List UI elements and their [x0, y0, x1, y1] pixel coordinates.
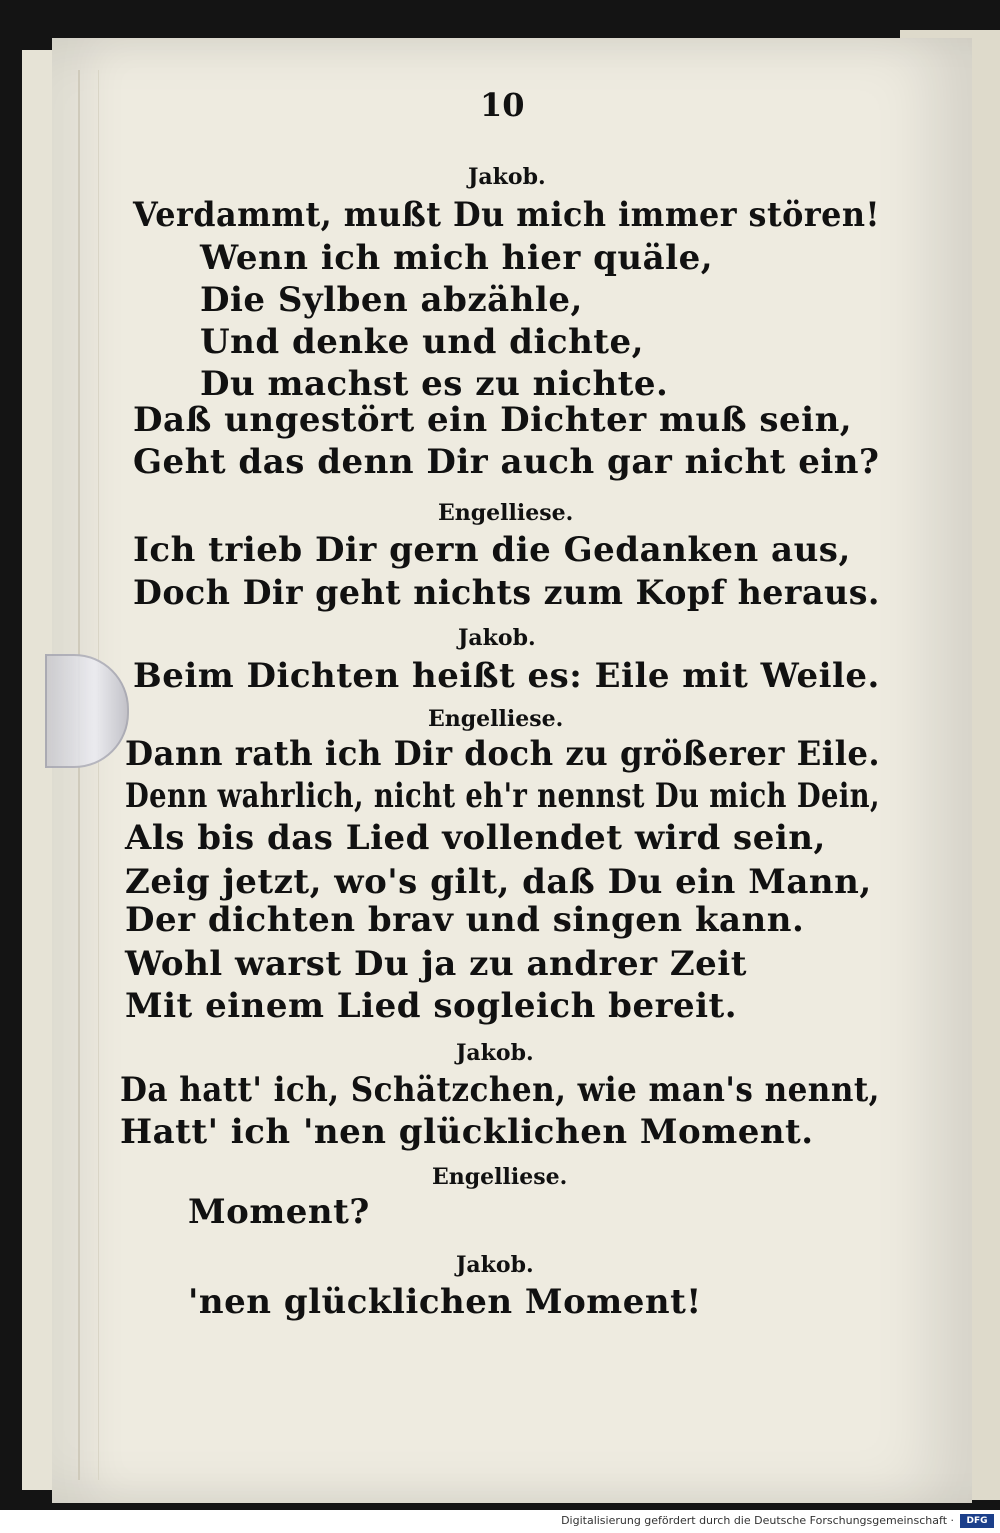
- speaker-label: Jakob.: [468, 164, 546, 190]
- verse-line: Wenn ich mich hier quäle,: [200, 238, 714, 278]
- dfg-logo-icon: DFG: [960, 1514, 994, 1528]
- verse-line: Beim Dichten heißt es: Eile mit Weile.: [133, 656, 880, 696]
- verse-line: Ich trieb Dir gern die Gedanken aus,: [133, 530, 851, 570]
- verse-line: Die Sylben abzähle,: [200, 280, 583, 320]
- verse-line: Moment?: [188, 1192, 370, 1232]
- page-number: 10: [480, 86, 525, 124]
- verse-line: Der dichten brav und singen kann.: [125, 900, 805, 940]
- verse-line: Du machst es zu nichte.: [200, 364, 669, 404]
- verse-line: Geht das denn Dir auch gar nicht ein?: [133, 442, 880, 482]
- speaker-label: Jakob.: [458, 625, 536, 651]
- verse-line: Da hatt' ich, Schätzchen, wie man's nennt,: [120, 1070, 880, 1110]
- verse-line: Zeig jetzt, wo's gilt, daß Du ein Mann,: [125, 862, 872, 902]
- verse-line: Denn wahrlich, nicht eh'r nennst Du mich Dein,: [125, 776, 880, 816]
- verse-line: Dann rath ich Dir doch zu größerer Eile.: [125, 734, 881, 774]
- verse-line: Doch Dir geht nichts zum Kopf heraus.: [133, 573, 881, 613]
- footer-credit: Digitalisierung gefördert durch die Deutsche Forschungsgemeinschaft ·: [561, 1514, 954, 1527]
- verse-line: Hatt' ich 'nen glücklichen Moment.: [120, 1112, 814, 1152]
- speaker-label: Engelliese.: [428, 706, 564, 732]
- verse-line: Mit einem Lied sogleich bereit.: [125, 986, 738, 1026]
- verse-line: Und denke und dichte,: [200, 322, 644, 362]
- verse-line: 'nen glücklichen Moment!: [188, 1282, 702, 1322]
- verse-line: Wohl warst Du ja zu andrer Zeit: [125, 944, 747, 984]
- verse-line: Daß ungestört ein Dichter muß sein,: [133, 400, 853, 440]
- verse-line: Verdammt, mußt Du mich immer stören!: [133, 195, 880, 235]
- speaker-label: Jakob.: [456, 1252, 534, 1278]
- verse-line: Als bis das Lied vollendet wird sein,: [125, 818, 826, 858]
- speaker-label: Jakob.: [456, 1040, 534, 1066]
- speaker-label: Engelliese.: [432, 1164, 568, 1190]
- speaker-label: Engelliese.: [438, 500, 574, 526]
- digitization-footer: [0, 1510, 1000, 1533]
